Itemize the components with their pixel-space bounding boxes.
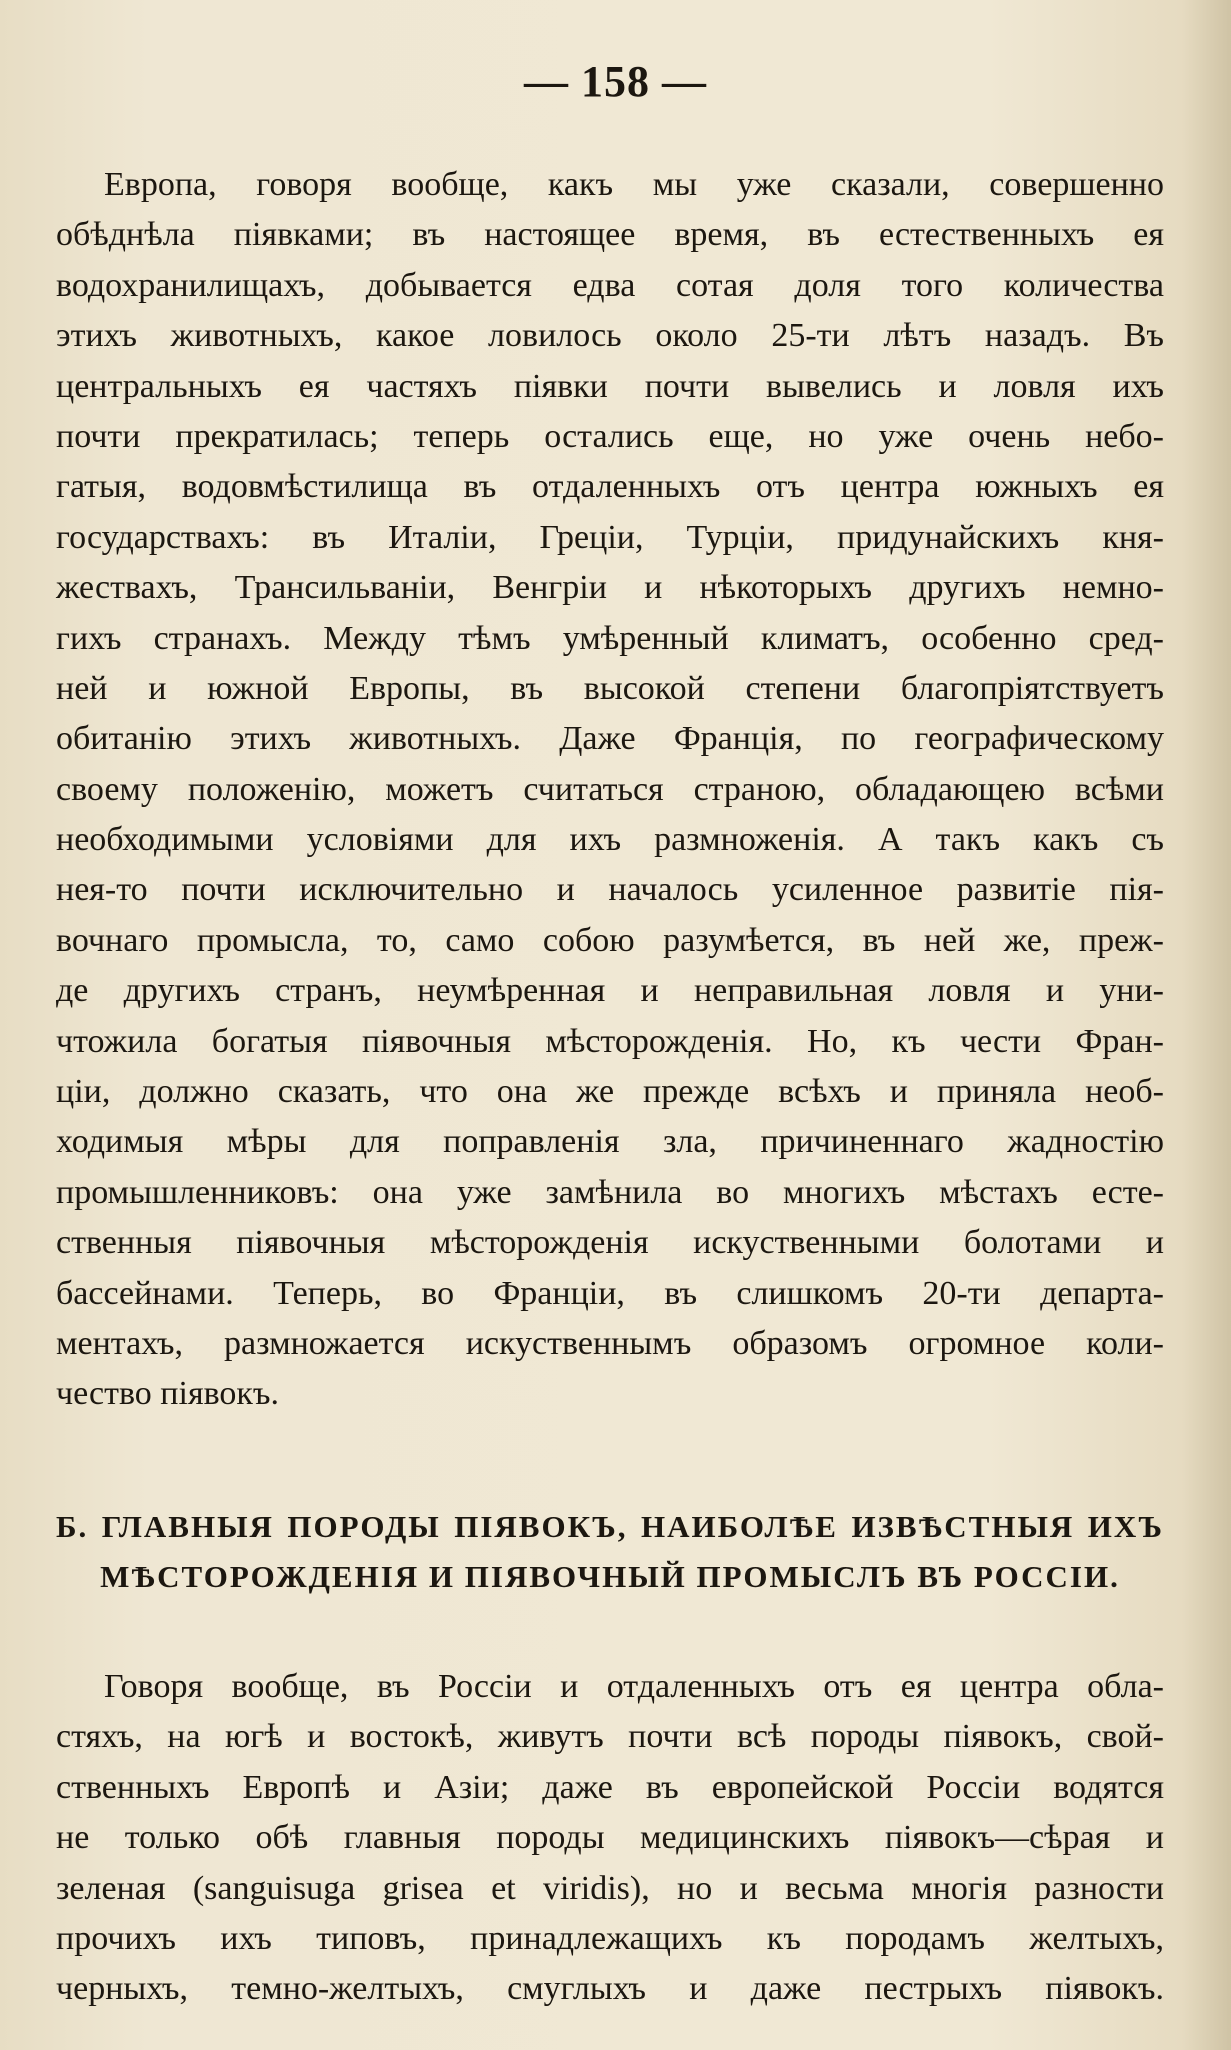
text-line: центральныхъ ея частяхъ піявки почти вывелись и ловля ихъ (56, 367, 1164, 405)
text-line: своему положенію, можетъ считаться страною, обладающею всѣми (56, 770, 1164, 808)
heading-line: Б. ГЛАВНЫЯ ПОРОДЫ ПІЯВОКЪ, НАИБОЛѢЕ ИЗВѢСТНЫЯ ИХЪ (56, 1509, 1164, 1544)
text-line: Говоря вообще, въ Россіи и отдаленныхъ отъ ея центра обла- (104, 1668, 1164, 1705)
text-line: зеленая (sanguisuga grisea et viridis), но и весьма многія разности (56, 1869, 1164, 1907)
text-line: ментахъ, размножается искуственнымъ образомъ огромное коли- (56, 1324, 1164, 1362)
text-line: чество піявокъ. (56, 1375, 280, 1413)
text-line: государствахъ: въ Италіи, Греціи, Турціи, придунайскихъ кня- (56, 518, 1164, 556)
paragraph-1 (56, 160, 1164, 1420)
text-line: почти прекратилась; теперь остались еще, но уже очень небо- (56, 417, 1164, 455)
text-line: ходимыя мѣры для поправленія зла, причиненнаго жадностію (56, 1123, 1164, 1161)
text-line: ціи, должно сказать, что она же прежде всѣхъ и приняла необ- (56, 1073, 1164, 1111)
page-number: — 158 — (524, 57, 707, 106)
text-line: не только обѣ главныя породы медицинскихъ піявокъ—сѣрая и (56, 1819, 1164, 1857)
text-line: ней и южной Европы, въ высокой степени благопріятствуетъ (56, 669, 1164, 707)
text-line: ственныя піявочныя мѣсторожденія искуственными болотами и (56, 1224, 1164, 1262)
text-line: обитанію этихъ животныхъ. Даже Франція, по географическому (56, 720, 1164, 758)
text-line: стяхъ, на югѣ и востокѣ, живутъ почти всѣ породы піявокъ, свой- (56, 1718, 1164, 1756)
text-line: ственныхъ Европѣ и Азіи; даже въ европейской Россіи водятся (56, 1768, 1164, 1806)
section-heading (56, 1502, 1164, 1603)
text-line: гихъ странахъ. Между тѣмъ умѣренный климатъ, особенно сред- (56, 619, 1164, 657)
text-line: промышленниковъ: она уже замѣнила во многихъ мѣстахъ есте- (56, 1173, 1164, 1211)
text-line: прочихъ ихъ типовъ, принадлежащихъ къ породамъ желтыхъ, (56, 1919, 1164, 1957)
paragraph-2 (56, 1662, 1164, 2015)
text-line: чтожила богатыя піявочныя мѣсторожденія. Но, къ чести Фран- (56, 1022, 1164, 1060)
text-line: этихъ животныхъ, какое ловилось около 25-ти лѣтъ назадъ. Въ (56, 317, 1164, 355)
text-line: водохранилищахъ, добывается едва сотая доля того количества (56, 266, 1164, 304)
text-line: нея-то почти исключительно и началось усиленное развитіе пія- (56, 871, 1164, 909)
text-line: обѣднѣла піявками; въ настоящее время, въ естественныхъ ея (56, 216, 1164, 254)
text-line: Европа, говоря вообще, какъ мы уже сказали, совершенно (104, 166, 1164, 203)
heading-line: МѢСТОРОЖДЕНІЯ И ПІЯВОЧНЫЙ ПРОМЫСЛЪ ВЪ РОССІИ. (100, 1559, 1120, 1595)
text-line: черныхъ, темно-желтыхъ, смуглыхъ и даже пестрыхъ піявокъ. (56, 1970, 1164, 2008)
text-line: жествахъ, Трансильваніи, Венгріи и нѣкоторыхъ другихъ немно- (56, 569, 1164, 607)
text-line: бассейнами. Теперь, во Франціи, въ слишкомъ 20-ти департа- (56, 1274, 1164, 1312)
text-line: необходимыми условіями для ихъ размноженія. А такъ какъ съ (56, 821, 1164, 859)
text-line: гатыя, водовмѣстилища въ отдаленныхъ отъ центра южныхъ ея (56, 468, 1164, 506)
text-line: вочнаго промысла, то, само собою разумѣется, въ ней же, преж- (56, 921, 1164, 959)
text-line: де другихъ странъ, неумѣренная и неправильная ловля и уни- (56, 972, 1164, 1010)
